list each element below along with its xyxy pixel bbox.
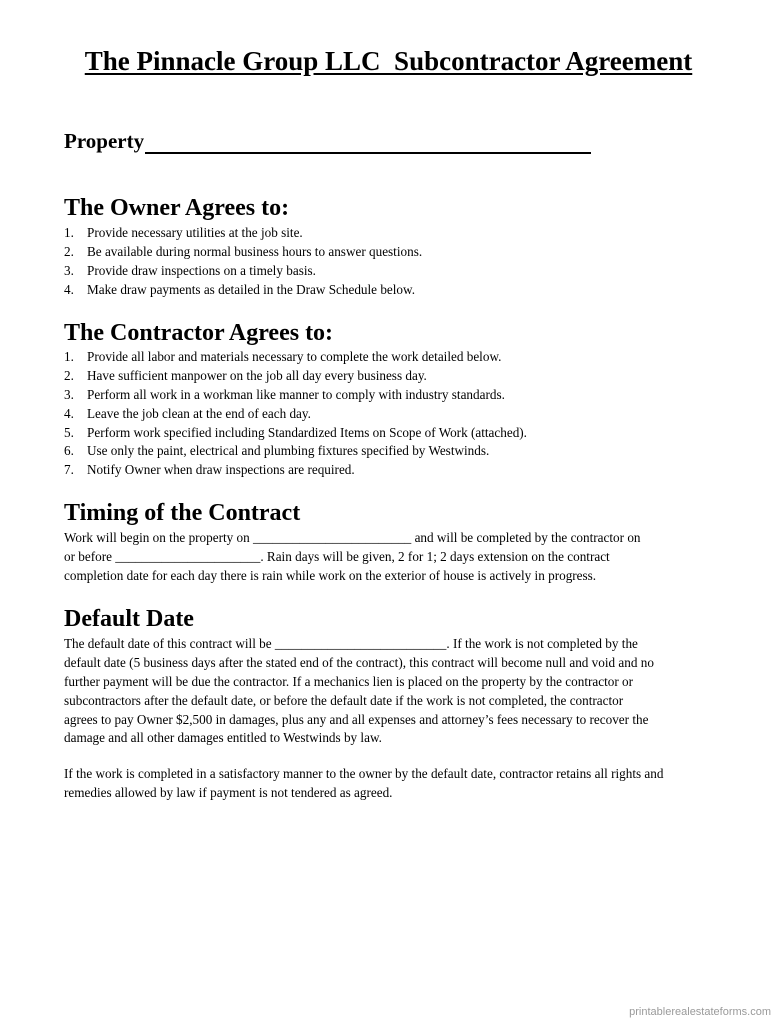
list-item (64, 243, 422, 262)
paragraph-line: If the work is completed in a satisfactory manner to the owner by the default date, contractor retains all rights and (64, 766, 664, 781)
list-item-number: 1. (64, 225, 74, 240)
property-blank-line[interactable] (145, 131, 591, 154)
list-item-number: 5. (64, 424, 74, 440)
list-item-text: Perform all work in a workman like manner to comply with industry standards. (87, 386, 505, 402)
property-field (64, 129, 591, 154)
list-item-text: Provide draw inspections on a timely basis. (87, 262, 316, 278)
timing-paragraph (64, 529, 714, 586)
document-title: The Pinnacle Group LLC Subcontractor Agreement (84, 46, 693, 76)
completion-paragraph (64, 765, 714, 803)
paragraph-line: further payment will be due the contractor. If a mechanics lien is placed on the property by the contractor or (64, 673, 634, 689)
paragraph-line: default date (5 business days after the stated end of the contract), this contract will become null and void and no (64, 654, 654, 670)
list-item (64, 224, 422, 243)
list-item-number: 7. (64, 462, 74, 478)
list-item-number: 3. (64, 386, 74, 402)
list-item-number: 6. (64, 443, 74, 459)
list-item (64, 348, 527, 367)
paragraph-line: agrees to pay Owner $2,500 in damages, plus any and all expenses and attorney’s fees necessary to recover the (64, 711, 649, 727)
contractor-obligations-list (64, 348, 527, 480)
paragraph-line: completion date for each day there is rain while work on the exterior of house is actively in progress. (64, 567, 597, 583)
list-item (64, 386, 527, 405)
list-item (64, 281, 422, 300)
list-item (64, 367, 527, 386)
timing-section-heading: Timing of the Contract (64, 500, 301, 526)
contractor-section-heading: The Contractor Agrees to: (64, 320, 334, 346)
owner-obligations-list (64, 224, 422, 300)
list-item-number: 1. (64, 349, 74, 364)
paragraph-line: subcontractors after the default date, or before the default date if the work is not completed, the contractor (64, 692, 624, 708)
paragraph-line: The default date of this contract will be __________________________. If the work is not completed by the (64, 636, 638, 651)
paragraph-line: Work will begin on the property on ________________________ and will be completed by the contractor on (64, 530, 641, 545)
list-item-number: 4. (64, 405, 74, 421)
paragraph-line: or before ______________________. Rain days will be given, 2 for 1; 2 days extension on the contract (64, 548, 610, 564)
list-item (64, 461, 527, 480)
list-item-text: Provide all labor and materials necessary to complete the work detailed below. (87, 349, 502, 364)
list-item-text: Have sufficient manpower on the job all day every business day. (87, 367, 427, 383)
list-item (64, 424, 527, 443)
list-item-number: 2. (64, 243, 74, 259)
default-paragraph (64, 635, 714, 748)
list-item-number: 3. (64, 262, 74, 278)
default-section-heading: Default Date (64, 606, 194, 632)
property-label: Property (64, 129, 145, 153)
site-watermark: printablerealestateforms.com (629, 1006, 771, 1018)
list-item-number: 4. (64, 281, 74, 297)
list-item-text: Perform work specified including Standardized Items on Scope of Work (attached). (87, 424, 527, 440)
paragraph-line: damage and all other damages entitled to Westwinds by law. (64, 730, 382, 746)
owner-section-heading: The Owner Agrees to: (64, 195, 290, 221)
list-item (64, 442, 527, 461)
list-item-text: Provide necessary utilities at the job site. (87, 225, 303, 240)
list-item-text: Notify Owner when draw inspections are required. (87, 462, 355, 478)
list-item (64, 262, 422, 281)
list-item-text: Make draw payments as detailed in the Draw Schedule below. (87, 281, 415, 297)
paragraph-line: remedies allowed by law if payment is not tendered as agreed. (64, 784, 393, 800)
list-item-text: Use only the paint, electrical and plumbing fixtures specified by Westwinds. (87, 443, 490, 459)
list-item (64, 405, 527, 424)
list-item-text: Be available during normal business hours to answer questions. (87, 243, 423, 259)
list-item-number: 2. (64, 367, 74, 383)
list-item-text: Leave the job clean at the end of each day. (87, 405, 311, 421)
